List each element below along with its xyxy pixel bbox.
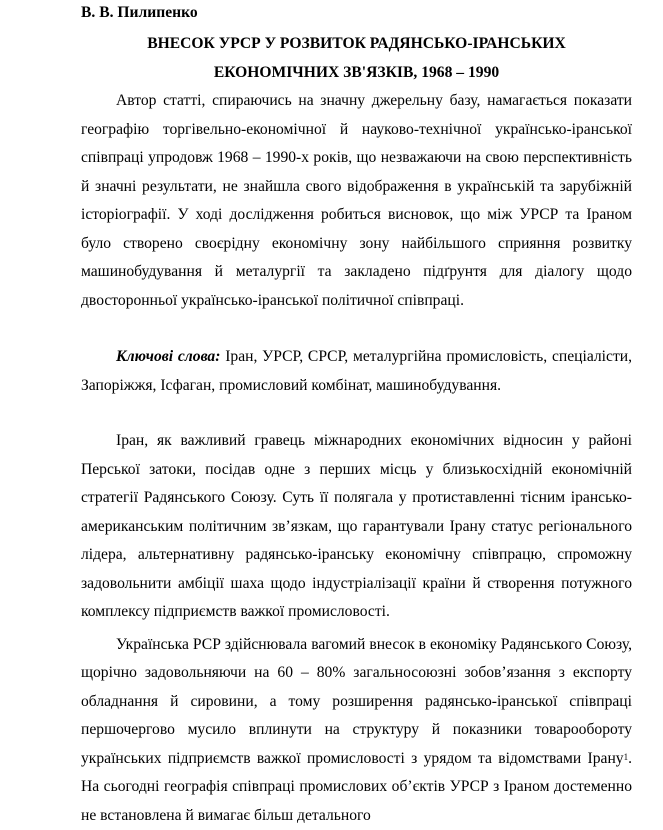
keywords-label: Ключові слова: (116, 348, 220, 365)
keywords (81, 343, 632, 400)
article-body (81, 427, 632, 830)
body-paragraph-2-part-2: . На сьогодні географія співпраці промислових об’єктів УРСР з Іраном достеменно не встановлена й вимагає більш детального (81, 750, 632, 824)
body-paragraph-1: Іран, як важливий гравець міжнародних економічних відносин у районі Перської затоки, посідав одне з перших місць у близькосхідній економічній стратегії Радянського Союзу. Суть її полягала у протиставленні тісним ірансько-американським політичним зв’язкам, що гарантували Ірану статус регіонального лідера, альтернативну радянсько-іранську економічну співпрацю, спроможну задовольнити амбіції шаха щодо індустріалізації країни й створення потужного комплексу підприємств важкої промисловості. (81, 427, 632, 627)
keywords-paragraph (81, 343, 632, 400)
keywords-text: Іран, УРСР, СРСР, металургійна промисловість, спеціалісти, Запоріжжя, Ісфаган, промисловий комбінат, машинобудування. (81, 348, 632, 394)
article-title-line-1: ВНЕСОК УРСР У РОЗВИТОК РАДЯНСЬКО-ІРАНСЬКИХ (81, 35, 632, 53)
body-paragraph-2 (81, 631, 632, 830)
footnote-reference[interactable]: 1 (624, 752, 629, 762)
abstract-paragraph: Автор статті, спираючись на значну джерельну базу, намагається показати географію торгівельно-економічної й науково-технічної українсько-іранської співпраці упродовж 1968 – 1990-х років, що незважаючи на свою перспективність й значні результати, не знайшла свого відображення в українській та зарубіжній історіографії. У ході дослідження робиться висновок, що між УРСР та Іраном було створено своєрідну економічну зону найбільшого сприяння розвитку машинобудування й металургії та закладено підґрунтя для діалогу щодо двосторонньої українсько-іранської політичної співпраці. (81, 87, 632, 315)
author-name: В. В. Пилипенко (81, 4, 198, 22)
article-title-line-2: ЕКОНОМІЧНИХ ЗВ'ЯЗКІВ, 1968 – 1990 (81, 64, 632, 82)
abstract (81, 87, 632, 315)
body-paragraph-2-part-1: Українська РСР здійснювала вагомий внесок в економіку Радянського Союзу, щорічно задовольняючи на 60 – 80% загальносоюзні зобов’язання з експорту обладнання й сировини, а тому розширення радянсько-іранської співпраці першочергово мусило вплинути на структуру й показники товарообороту українських підприємств важкої промисловості з урядом та відомствами Ірану (81, 636, 632, 767)
